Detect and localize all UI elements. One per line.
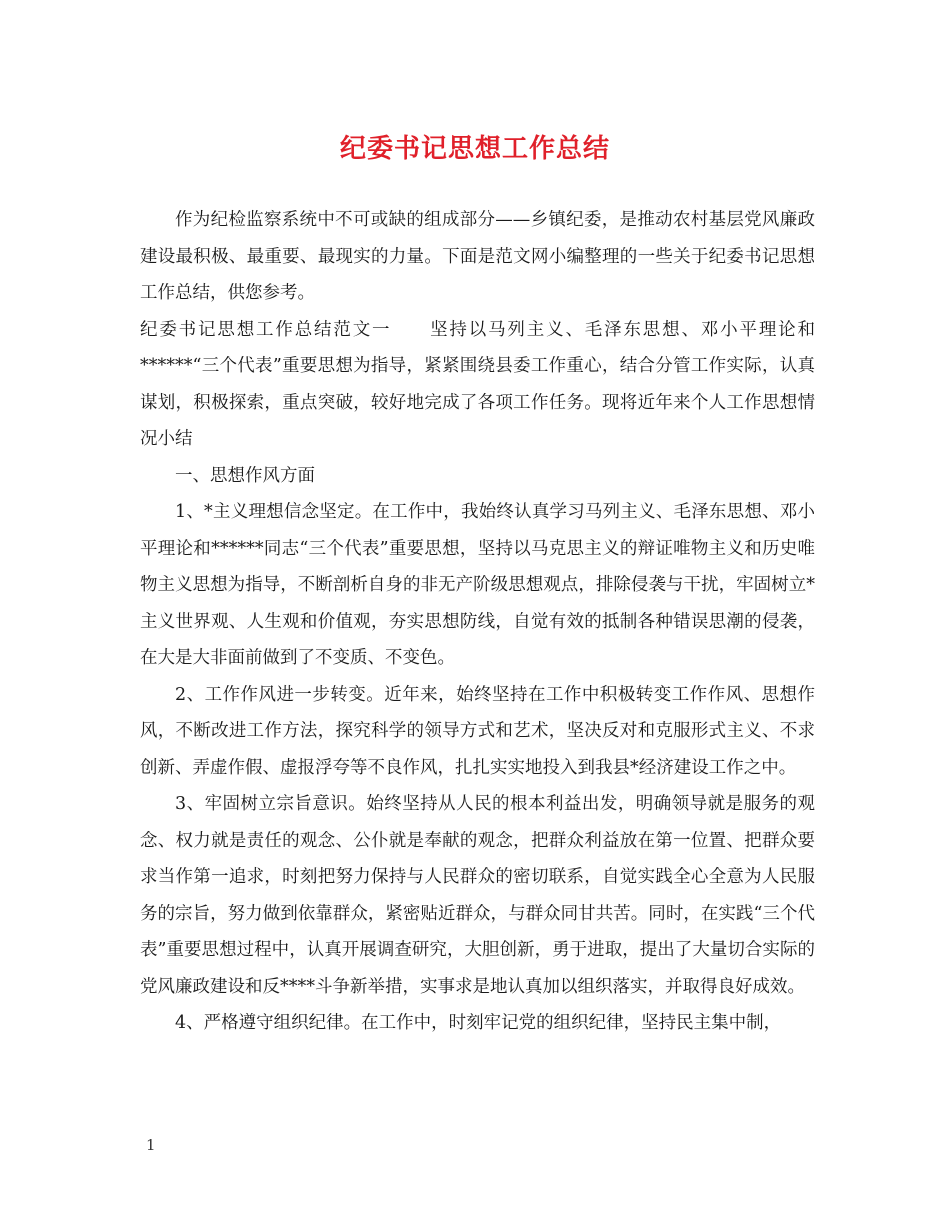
document-body [140,202,815,1042]
section-heading-thought-style: 一、思想作风方面 [175,465,315,486]
paragraph-intro: 作为纪检监察系统中不可或缺的组成部分——乡镇纪委，是推动农村基层党风廉政建设最积极、最重要、最现实的力量。下面是范文网小编整理的一些关于纪委书记思想工作总结，供您参考。 [140,210,815,303]
paragraph-item-4: 4、严格遵守组织纪律。在工作中，时刻牢记党的组织纪律，坚持民主集中制， [175,1013,782,1033]
paragraph-item-3: 3、牢固树立宗旨意识。始终坚持从人民的根本利益出发，明确领导就是服务的观念、权力就是责任的观念、公仆就是奉献的观念，把群众利益放在第一位置、把群众要求当作第一追求，时刻把努力保持与人民群众的密切联系，自觉实践全心全意为人民服务的宗旨，努力做到依靠群众，紧密贴近群众，与群众同甘共苦。同时，在实践“三个代表”重要思想过程中，认真开展调查研究，大胆创新，勇于进取，提出了大量切合实际的党风廉政建设和反****斗争新举措，实事求是地认真加以组织落实，并取得良好成效。 [140,794,815,997]
paragraph-item-1: 1、*主义理想信念坚定。在工作中，我始终认真学习马列主义、毛泽东思想、邓小平理论和******同志“三个代表”重要思想，坚持以马克思主义的辩证唯物主义和历史唯物主义思想为指导，不断剖析自身的非无产阶级思想观点，排除侵袭与干扰，牢固树立*主义世界观、人生观和价值观，夯实思想防线，自觉有效的抵制各种错误思潮的侵袭，在大是大非面前做到了不变质、不变色。 [140,502,815,668]
paragraph-sample-one: 纪委书记思想工作总结范文一 坚持以马列主义、毛泽东思想、邓小平理论和******“三个代表”重要思想为指导，紧紧围绕县委工作重心，结合分管工作实际，认真谋划，积极探索，重点突破，较好地完成了各项工作任务。现将近年来个人工作思想情况小结 [140,319,815,449]
document-title: 纪委书记思想工作总结 [339,134,610,164]
page-number: 1 [146,1136,156,1154]
paragraph-item-2: 2、工作作风进一步转变。近年来，始终坚持在工作中积极转变工作作风、思想作风，不断改进工作方法，探究科学的领导方式和艺术，坚决反对和克服形式主义、不求创新、弄虚作假、虚报浮夸等不良作风，扎扎实实地投入到我县*经济建设工作之中。 [140,684,815,778]
